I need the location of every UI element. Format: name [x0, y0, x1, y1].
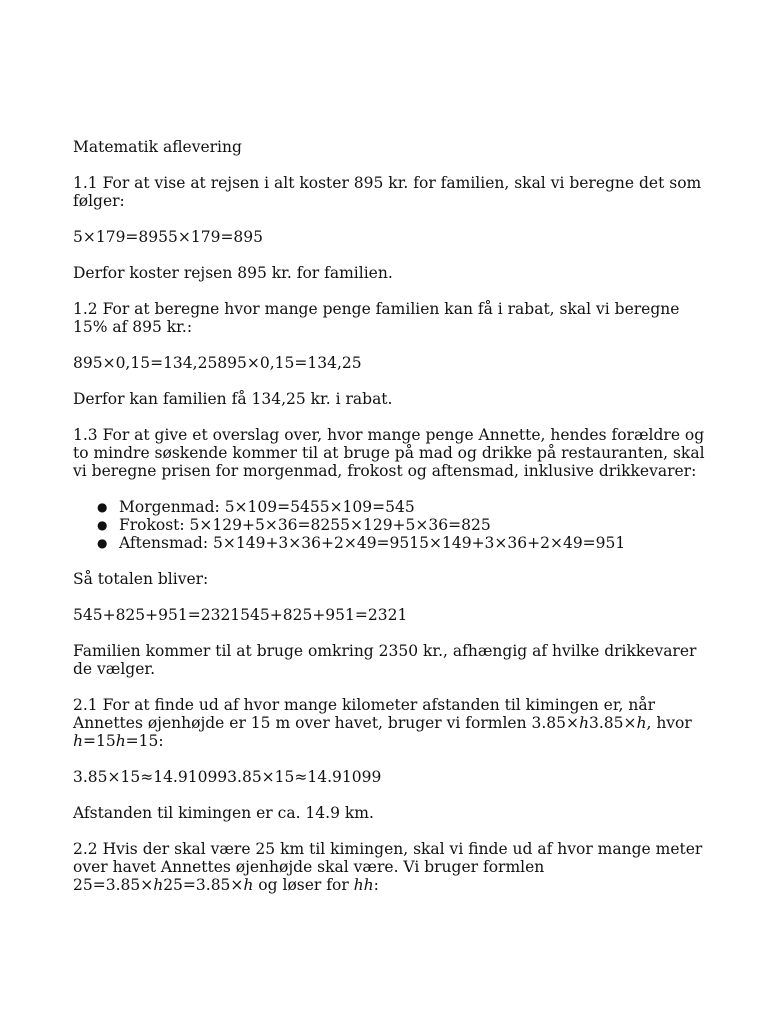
section-1-3-intro: 1.3 For at give et overslag over, hvor mange penge Annette, hendes forældre og to mindre søskende kommer til at bruge på mad og drikke på restauranten, skal vi beregne prisen for morgenmad, frokost og aftensmad, inklusive drikkevarer:: [73, 426, 705, 480]
total-intro: Så totalen bliver:: [73, 570, 209, 588]
section-2-1-calculation: 3.85×15≈14.910993.85×15≈14.91099: [73, 768, 382, 786]
document-title: Matematik aflevering: [73, 138, 242, 156]
list-item-text: Morgenmad: 5×109=5455×109=545: [119, 498, 415, 516]
section-1-1-calculation: 5×179=8955×179=895: [73, 228, 264, 246]
total-calculation: 545+825+951=2321545+825+951=2321: [73, 606, 408, 624]
list-item-text: Frokost: 5×129+5×36=8255×129+5×36=825: [119, 516, 491, 534]
bullet-icon: ●: [97, 518, 108, 532]
list-item-morgenmad: [73, 498, 713, 516]
section-1-2-conclusion: Derfor kan familien få 134,25 kr. i rabat.: [73, 390, 393, 408]
section-1-1-intro: 1.1 For at vise at rejsen i alt koster 895 kr. for familien, skal vi beregne det som følger:: [73, 174, 702, 210]
section-2-2-intro: 2.2 Hvis der skal være 25 km til kimingen, skal vi finde ud af hvor mange meter over havet Annettes øjenhøjde skal være. Vi bruger formlen 25=3.85×ℎ25=3.85×ℎ og løser for ℎℎ:: [73, 840, 703, 894]
section-1-2-calculation: 895×0,15=134,25895×0,15=134,25: [73, 354, 362, 372]
bullet-icon: ●: [97, 536, 108, 550]
list-item-text: Aftensmad: 5×149+3×36+2×49=9515×149+3×36+2×49=951: [119, 534, 626, 552]
list-item-aftensmad: [73, 534, 713, 552]
section-2-1-conclusion: Afstanden til kimingen er ca. 14.9 km.: [73, 804, 374, 822]
document-page: [73, 138, 713, 912]
list-item-frokost: [73, 516, 713, 534]
section-1-2-intro: 1.2 For at beregne hvor mange penge familien kan få i rabat, skal vi beregne 15% af 895 kr.:: [73, 300, 680, 336]
section-1-3-conclusion: Familien kommer til at bruge omkring 2350 kr., afhængig af hvilke drikkevarer de vælger.: [73, 642, 697, 678]
meal-list: [73, 498, 713, 552]
bullet-icon: ●: [97, 500, 108, 514]
section-1-1-conclusion: Derfor koster rejsen 895 kr. for familien.: [73, 264, 393, 282]
section-2-1-intro: 2.1 For at finde ud af hvor mange kilometer afstanden til kimingen er, når Annettes øjenhøjde er 15 m over havet, bruger vi formlen 3.85×ℎ3.85×ℎ, hvor ℎ=15ℎ=15:: [73, 696, 692, 750]
